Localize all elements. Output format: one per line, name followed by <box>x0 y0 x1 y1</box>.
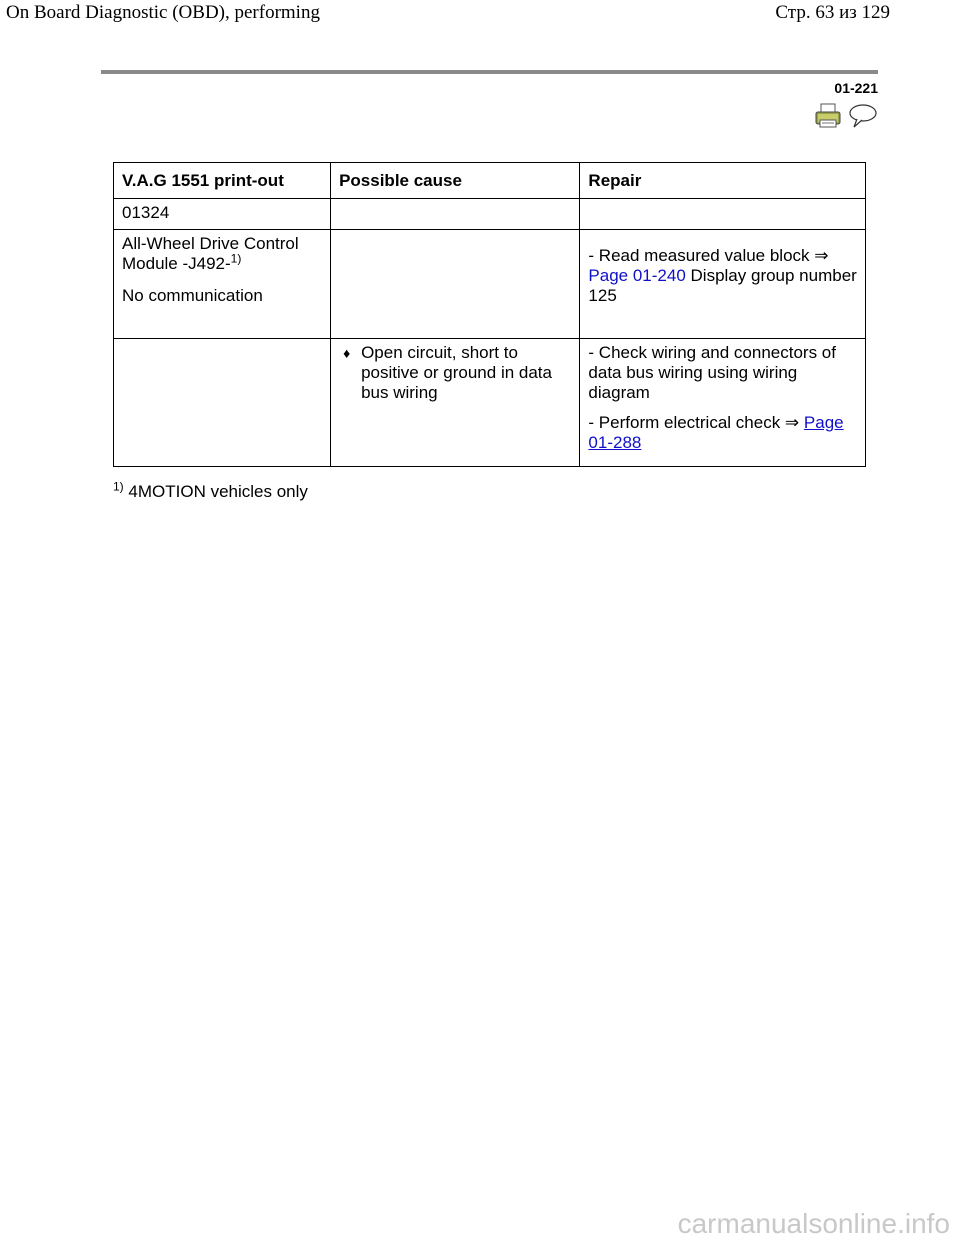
watermark: carmanualsonline.info <box>677 1208 950 1239</box>
bullet-item <box>343 343 571 403</box>
cause-cell <box>331 339 580 467</box>
page-number: 01-221 <box>834 80 878 96</box>
header-divider <box>101 70 878 74</box>
arrow-icon: ⇒ <box>814 246 829 265</box>
table-row <box>114 230 866 339</box>
repair-text <box>588 413 857 453</box>
footnote-text: 4MOTION vehicles only <box>123 482 308 501</box>
footnote-ref: 1) <box>230 251 242 266</box>
fault-code: 01324 <box>114 199 331 230</box>
repair-cell <box>580 339 866 467</box>
repair-text-suffix: Display group number 125 <box>588 266 857 305</box>
repair-cell <box>580 199 866 230</box>
fault-status: No communication <box>122 286 263 305</box>
cause-cell <box>331 230 580 339</box>
table-header-row <box>114 163 866 199</box>
table-row <box>114 339 866 467</box>
page-link-01-288[interactable]: Page 01-288 <box>588 413 844 452</box>
column-header-cause: Possible cause <box>331 163 580 199</box>
diagnostic-table <box>113 162 866 467</box>
module-name-line1: All-Wheel Drive Control <box>122 234 299 253</box>
column-header-repair: Repair <box>580 163 866 199</box>
module-name-line2 <box>122 251 322 274</box>
printout-cell <box>114 230 331 339</box>
speech-bubble-icon[interactable] <box>848 103 878 129</box>
repair-text: - Read measured value block <box>588 246 815 265</box>
repair-cell <box>580 230 866 339</box>
repair-text: - Check wiring and connectors of data bus wiring using wiring diagram <box>588 343 836 402</box>
page-link-01-240[interactable]: Page 01-240 <box>588 266 686 285</box>
cause-text: Open circuit, short to positive or ground in data bus wiring <box>361 343 552 402</box>
module-name: Module -J492- <box>122 254 231 273</box>
table-row <box>114 199 866 230</box>
repair-text-prefix: - Perform electrical check <box>588 413 785 432</box>
footnote <box>113 479 308 502</box>
page-actions <box>814 103 878 129</box>
page-counter: Стр. 63 из 129 <box>775 2 890 23</box>
arrow-icon: ⇒ <box>784 413 800 432</box>
diamond-bullet-icon: ♦ <box>343 345 351 361</box>
cause-cell <box>331 199 580 230</box>
column-header-printout: V.A.G 1551 print-out <box>114 163 331 199</box>
footnote-marker: 1) <box>113 479 124 494</box>
printer-icon[interactable] <box>814 103 842 129</box>
document-title: On Board Diagnostic (OBD), performing <box>6 2 320 23</box>
printout-cell <box>114 339 331 467</box>
